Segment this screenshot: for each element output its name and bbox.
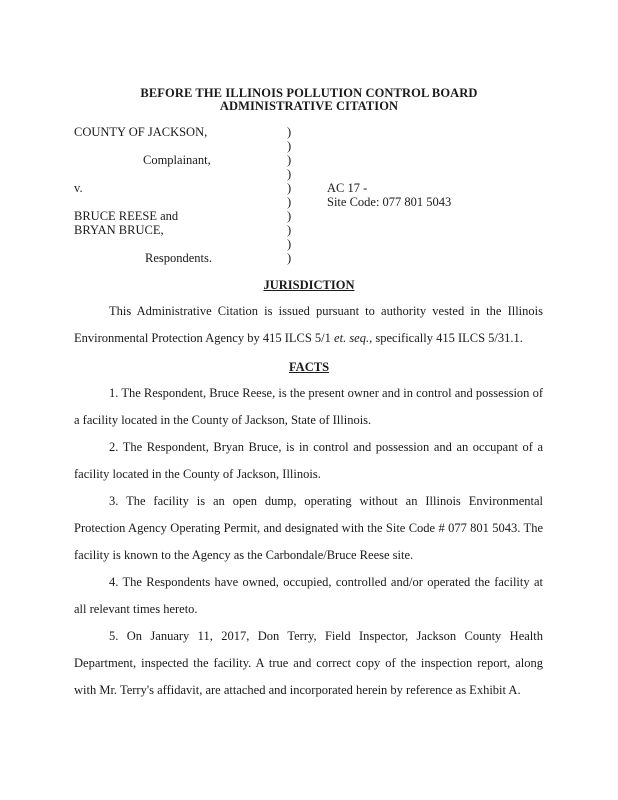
paren-9: ) [287, 237, 292, 251]
jurisdiction-heading: JURISDICTION [263, 278, 355, 292]
paren-7: ) [287, 209, 292, 223]
paren-2: ) [287, 139, 292, 153]
jurisdiction-italic: et. seq. [334, 331, 370, 345]
paren-3: ) [287, 153, 292, 167]
fact-paragraph-3: 3. The facility is an open dump, operating without an Illinois Environmental Protection Agency Operating Permit, and designated with the Site Code # 077 801 5043. The facility is known to the Agency as the Carbondale/Bruce Reese site. [74, 494, 543, 562]
caption-parentheses [287, 125, 291, 265]
site-code: Site Code: 077 801 5043 [327, 195, 452, 209]
complainant-role: Complainant, [143, 153, 211, 167]
paren-8: ) [287, 223, 292, 237]
paren-4: ) [287, 167, 292, 181]
jurisdiction-text-after: , specifically 415 ILCS 5/31.1. [369, 331, 523, 345]
paren-5: ) [287, 181, 292, 195]
fact-paragraph-4: 4. The Respondents have owned, occupied, controlled and/or operated the facility at all relevant times hereto. [74, 575, 543, 616]
fact-paragraph-2: 2. The Respondent, Bryan Bruce, is in control and possession and an occupant of a facility located in the County of Jackson, Illinois. [74, 440, 543, 481]
respondent-role: Respondents. [145, 251, 213, 265]
jurisdiction-paragraph [74, 298, 543, 352]
respondent-name-2: BRYAN BRUCE, [74, 223, 164, 237]
facts-heading: FACTS [288, 360, 330, 374]
paren-1: ) [287, 125, 292, 139]
versus-label: v. [74, 181, 83, 195]
case-number: AC 17 - [327, 181, 368, 195]
board-title: BEFORE THE ILLINOIS POLLUTION CONTROL BOARD [140, 86, 478, 100]
jurisdiction-text-before: This Administrative Citation is issued pursuant to authority vested in the Illinois Environmental Protection Agency by 415 ILCS 5/1 [74, 304, 543, 345]
paren-6: ) [287, 195, 292, 209]
citation-title: ADMINISTRATIVE CITATION [219, 99, 399, 113]
complainant-name: COUNTY OF JACKSON, [74, 125, 208, 139]
paren-10: ) [287, 251, 292, 265]
fact-paragraph-5: 5. On January 11, 2017, Don Terry, Field Inspector, Jackson County Health Department, inspected the facility. A true and correct copy of the inspection report, along with Mr. Terry's affidavit, are attached and incorporated herein by reference as Exhibit A. [74, 629, 543, 697]
respondent-name-1: BRUCE REESE and [74, 209, 179, 223]
fact-paragraph-1: 1. The Respondent, Bruce Reese, is the present owner and in control and possession of a facility located in the County of Jackson, State of Illinois. [74, 386, 543, 427]
